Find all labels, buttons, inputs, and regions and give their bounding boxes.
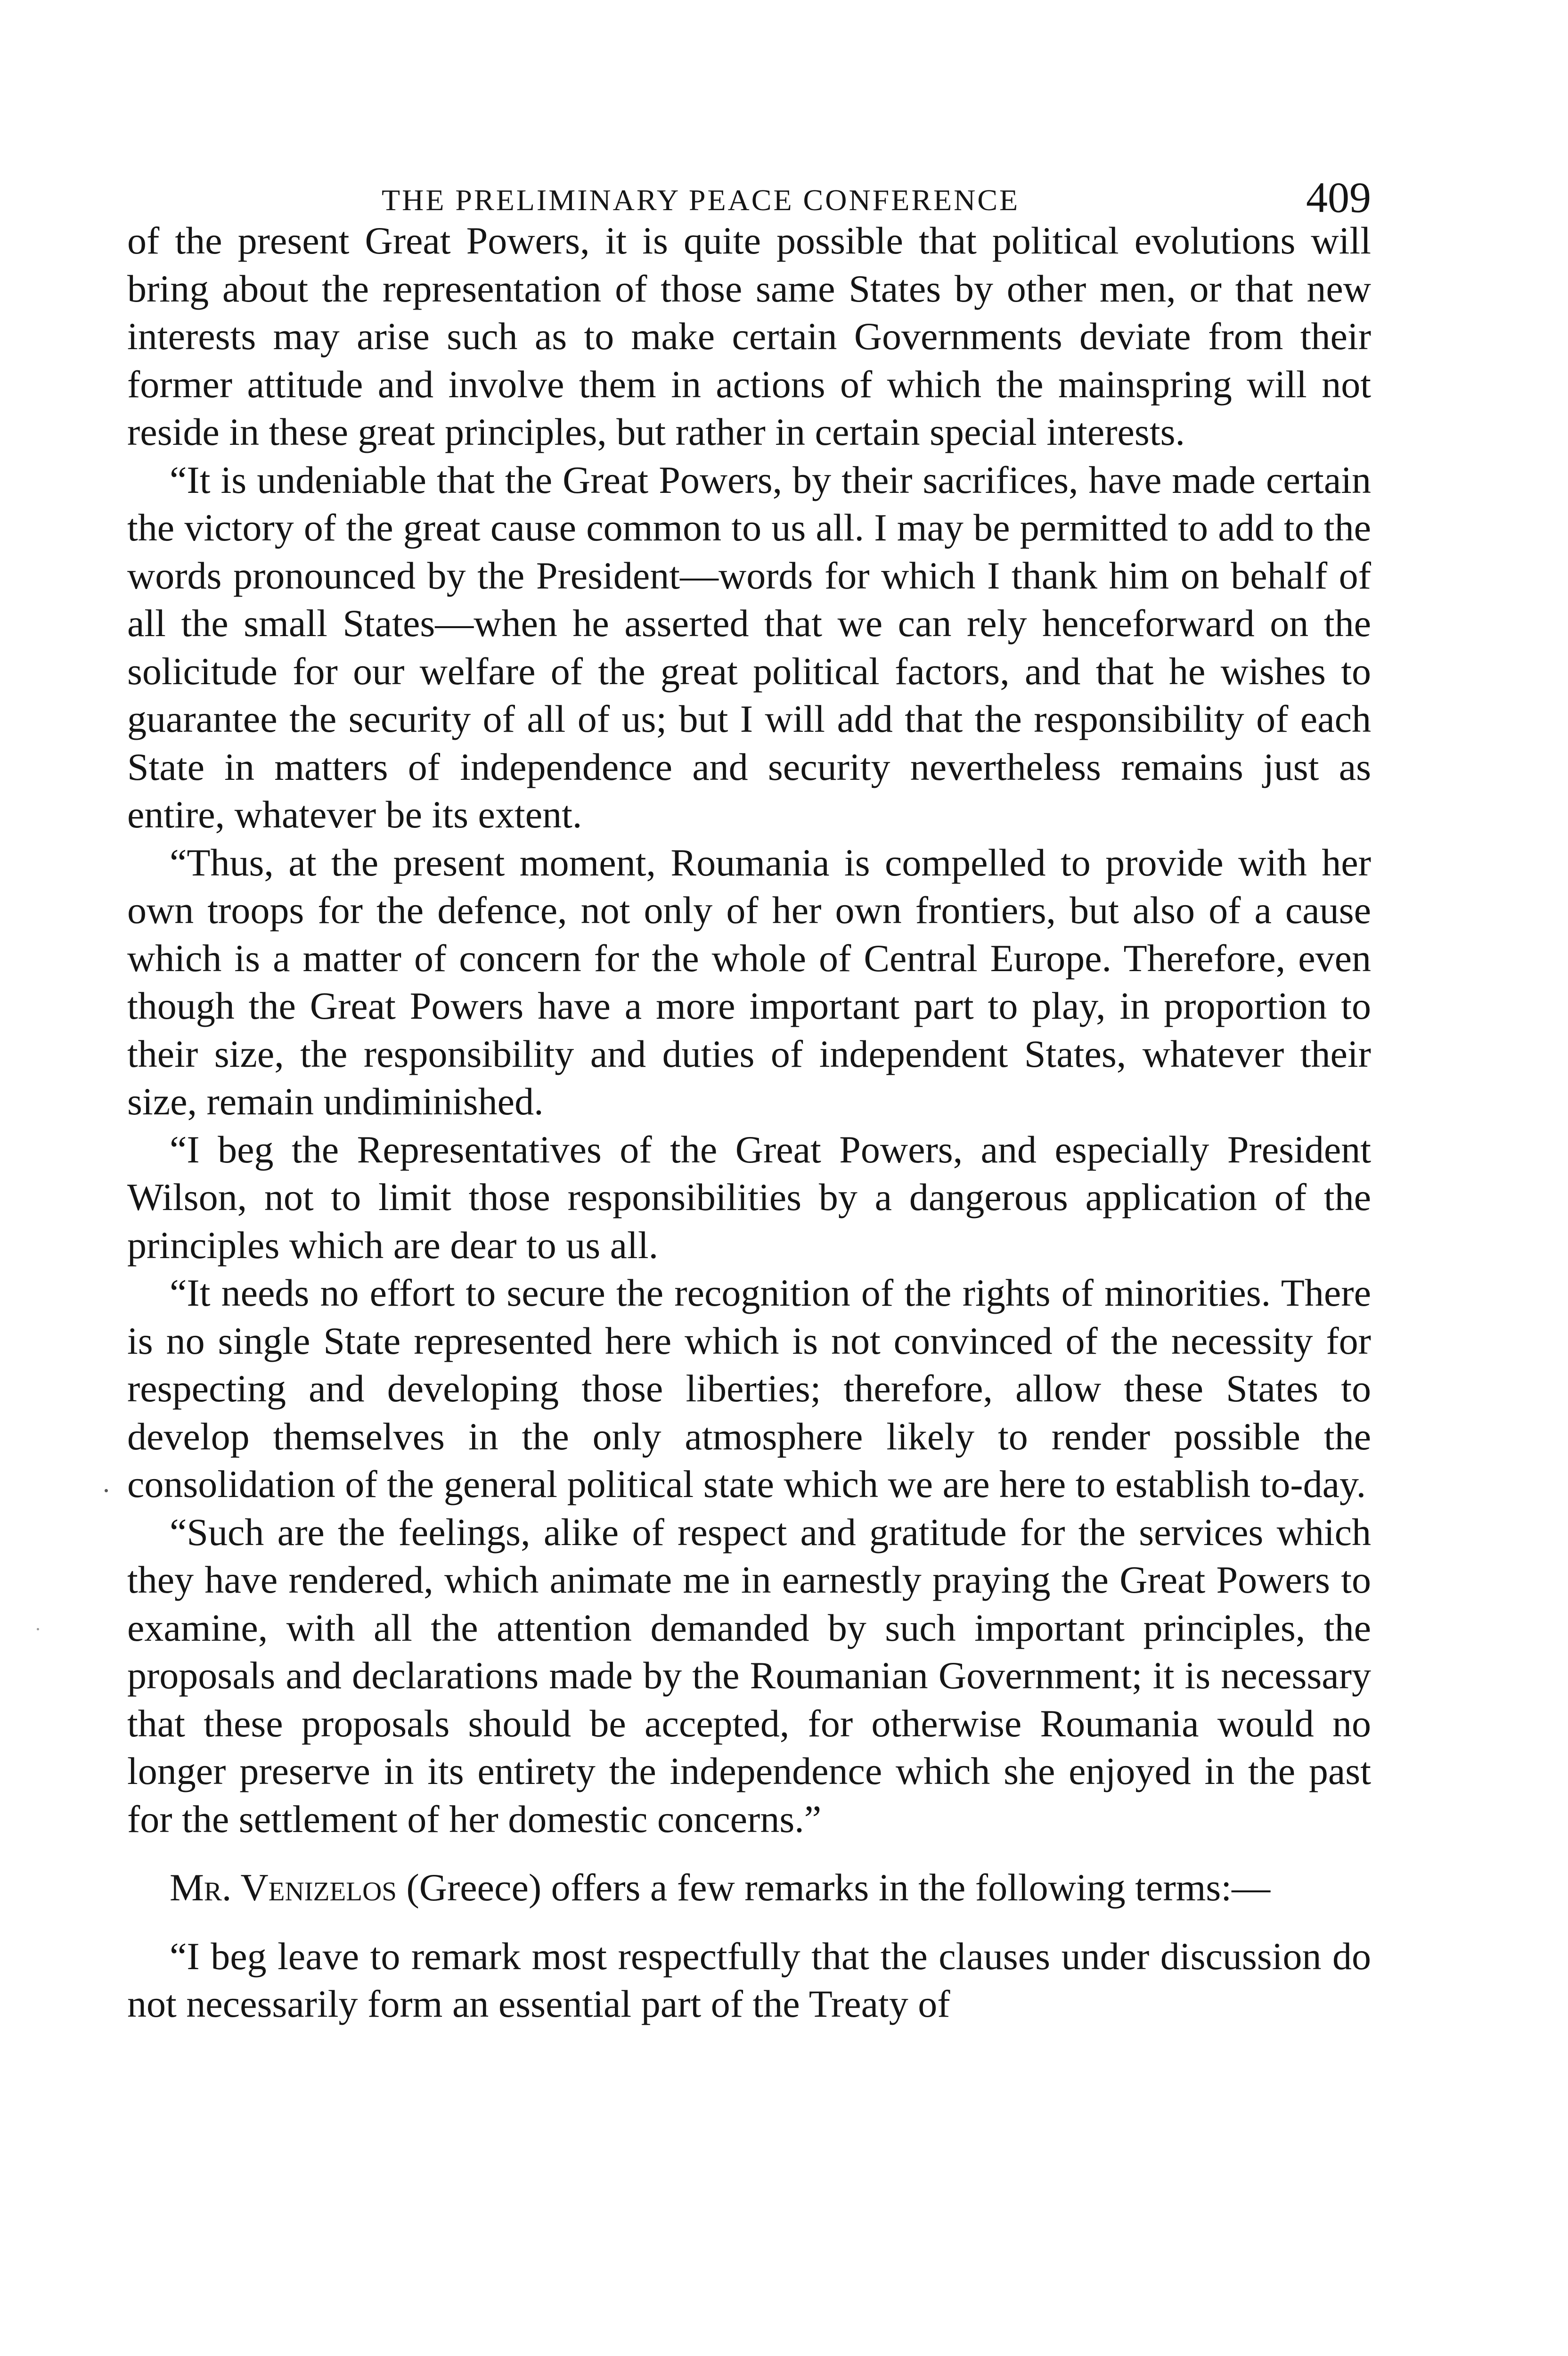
running-head: THE PRELIMINARY PEACE CONFERENCE	[382, 183, 1020, 217]
margin-speck	[105, 1489, 108, 1492]
speaker-text: (Greece) offers a few remarks in the following terms:—	[396, 1866, 1271, 1909]
paragraph: “It needs no effort to secure the recognition of the rights of minorities. There is no single State represented here which is not convinced of the necessity for respecting and developing those liberties; therefore, allow these States to develop themselves in the only atmosphere likely to render possible the consolidation of the general political state which we are here to establish to-day.	[127, 1271, 1371, 1505]
page-number: 409	[1306, 173, 1371, 221]
speaker-name: Mr. Venizelos	[170, 1866, 397, 1909]
final-paragraph: “I beg leave to remark most respectfully that the clauses under discussion do not necessarily form an essential part of the Treaty of	[127, 1934, 1371, 2025]
paragraph: “Such are the feelings, alike of respect and gratitude for the services which they have rendered, which animate me in earnestly praying the Great Powers to examine, with all the attention demanded by such important principles, the proposals and declarations made by the Roumanian Government; it is necessary that these proposals should be accepted, for otherwise Roumania would no longer preserve in its entirety the independence which she enjoyed in the past for the settlement of her domestic concerns.”	[127, 1510, 1371, 1841]
book-page	[127, 155, 1371, 2028]
page-header	[127, 155, 1371, 221]
paragraph: of the present Great Powers, it is quite possible that political evolutions will bring about the representation of those same States by other men, or that new interests may arise such as to make certain Governments deviate from their former attitude and involve them in actions of which the mainspring will not reside in these great principles, but rather in certain special interests.	[127, 219, 1371, 453]
margin-speck	[37, 1628, 39, 1630]
body-text	[127, 217, 1371, 2028]
paragraph: “Thus, at the present moment, Roumania is compelled to provide with her own troops for the defence, not only of her own frontiers, but also of a cause which is a matter of concern for the whole of Central Europe. Therefore, even though the Great Powers have a more important part to play, in proportion to their size, the responsibility and duties of independent States, whatever their size, remain undiminished.	[127, 841, 1371, 1123]
speaker-paragraph	[127, 1864, 1371, 1912]
paragraph: “I beg the Representatives of the Great Powers, and especially President Wilson, not to limit those responsibilities by a dangerous application of the principles which are dear to us all.	[127, 1128, 1371, 1267]
paragraph: “It is undeniable that the Great Powers, by their sacrifices, have made certain the victory of the great cause common to us all. I may be permitted to add to the words pronounced by the President—words for which I thank him on behalf of all the small States—when he asserted that we can rely henceforward on the solicitude for our welfare of the great political factors, and that he wishes to guarantee the security of all of us; but I will add that the responsibility of each State in matters of independence and security nevertheless remains just as entire, whatever be its extent.	[127, 458, 1371, 836]
